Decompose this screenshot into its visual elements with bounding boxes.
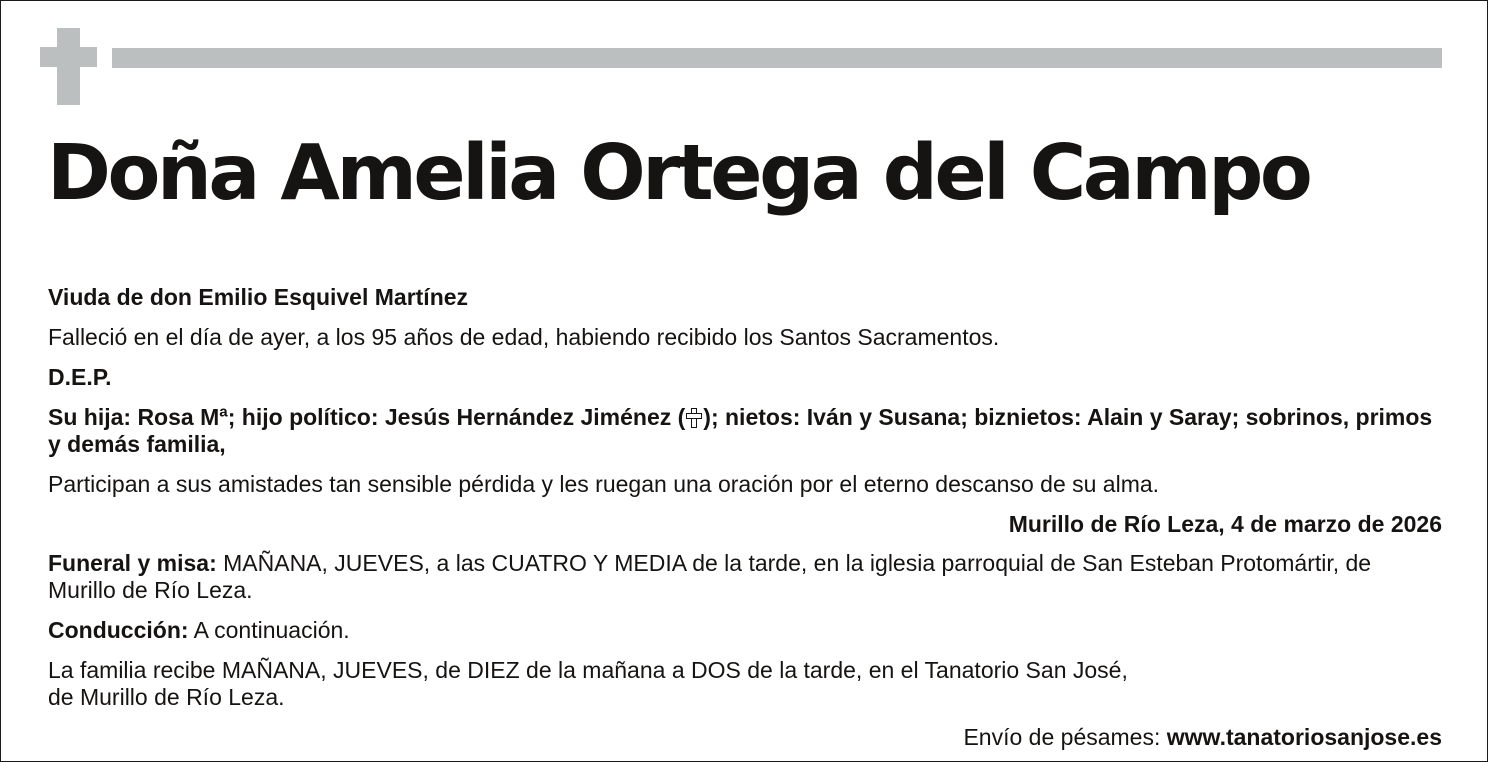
condolences-line (48, 724, 1442, 751)
death-notice: Falleció en el día de ayer, a los 95 años de edad, habiendo recibido los Santos Sacramentos. (48, 324, 1000, 350)
funeral-info (48, 550, 1442, 604)
family-list-part2: ); nietos: Iván y Susana; biznietos: Alain y Saray; sobrinos, primos y demás familia, (48, 404, 1433, 457)
place-date: Murillo de Río Leza, 4 de marzo de 2026 (1008, 511, 1442, 537)
family-list-part1: Su hija: Rosa Mª; hijo político: Jesús Hernández Jiménez ( (48, 404, 686, 430)
family-list (48, 404, 1442, 458)
conduction-text: A continuación. (188, 617, 350, 643)
widow-of-line: Viuda de don Emilio Esquivel Martínez (48, 284, 469, 310)
request-line: Participan a sus amistades tan sensible pérdida y les ruegan una oración por el eterno descanso de su alma. (48, 471, 1160, 497)
latin-cross-icon (40, 28, 97, 105)
funeral-text: MAÑANA, JUEVES, a las CUATRO Y MEDIA de la tarde, en la iglesia parroquial de San Esteban Protomártir, de Murillo de Río Leza. (48, 550, 1372, 603)
cross-outline-icon (686, 408, 702, 428)
rip-line: D.E.P. (48, 364, 112, 390)
condolences-label: Envío de pésames: (963, 724, 1167, 750)
deceased-name: Doña Amelia Ortega del Campo (47, 129, 1310, 218)
condolences-url: www.tanatoriosanjose.es (1166, 724, 1442, 750)
obituary-body (48, 284, 1442, 751)
conduction-info (48, 617, 1442, 644)
reception-info (48, 657, 1442, 711)
reception-line-1: La familia recibe MAÑANA, JUEVES, de DIEZ de la mañana a DOS de la tarde, en el Tanatorio San José, (48, 657, 1128, 683)
funeral-label: Funeral y misa: (48, 550, 217, 576)
header-rule (112, 48, 1442, 68)
reception-line-2: de Murillo de Río Leza. (48, 684, 285, 710)
conduction-label: Conducción: (48, 617, 189, 643)
